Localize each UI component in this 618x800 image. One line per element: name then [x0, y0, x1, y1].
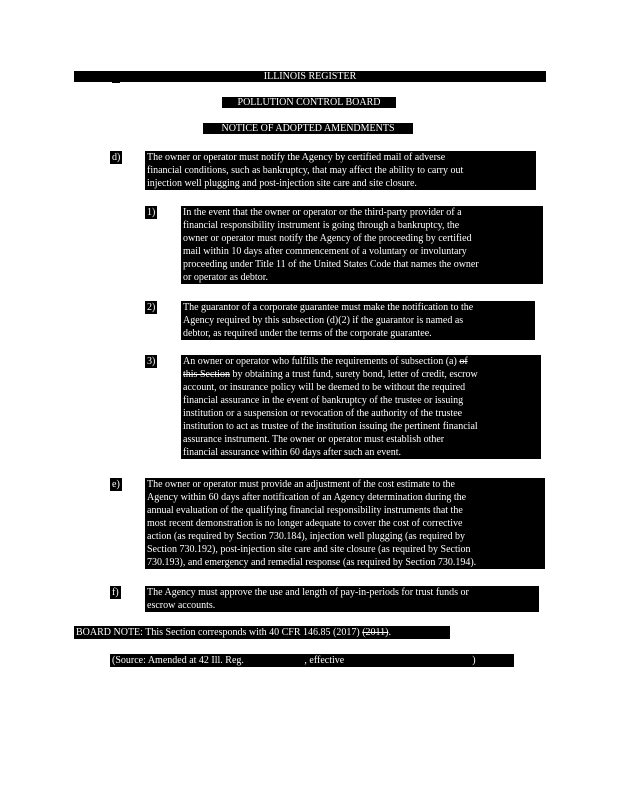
header-underline — [112, 82, 120, 83]
notice-title-text: NOTICE OF ADOPTED AMENDMENTS — [221, 123, 395, 134]
item-d-text — [145, 151, 536, 190]
item-e-line: Section 730.192), post-injection site care and site closure (as required by Section — [147, 544, 471, 555]
item-e-text — [145, 478, 545, 569]
item-e-line: action (as required by Section 730.184), injection well plugging (as required by — [147, 531, 465, 542]
source-end: ) — [472, 655, 476, 666]
item-f-label-text: f) — [112, 587, 119, 598]
item-d-line: The owner or operator must notify the Agency by certified mail of adverse — [147, 152, 446, 163]
item-d2-line: Agency required by this subsection (d)(2) if the guarantor is named as — [183, 315, 464, 326]
item-d-label — [110, 151, 122, 164]
item-d3-line — [183, 368, 539, 381]
item-d3-line: financial assurance in the event of bankruptcy of the trustee or issuing — [183, 395, 464, 406]
item-d2-label — [145, 301, 157, 314]
board-title-text: POLLUTION CONTROL BOARD — [237, 97, 381, 108]
board-note-end: . — [388, 627, 391, 638]
item-f-text — [145, 586, 539, 612]
item-d-line: financial conditions, such as bankruptcy, that may affect the ability to carry out — [147, 165, 464, 176]
item-d1-line: In the event that the owner or operator or the third-party provider of a — [183, 207, 462, 218]
item-d1-line: or operator as debtor. — [183, 272, 268, 283]
board-note-line — [76, 626, 448, 639]
source-effective: , effective — [304, 655, 345, 666]
item-d2-label-text: 2) — [147, 302, 156, 313]
item-e-line: Agency within 60 days after notification of an Agency determination during the — [147, 492, 467, 503]
item-d3-line: institution or a suspension or revocation of the authority of the trustee — [183, 408, 463, 419]
item-d3-line — [183, 355, 539, 368]
item-d3-label-text: 3) — [147, 356, 156, 367]
source-text: (Source: Amended at 42 Ill. Reg. — [112, 655, 247, 666]
item-d-line: injection well plugging and post-injection site care and site closure. — [147, 178, 417, 189]
source-note — [110, 654, 514, 667]
item-d3-line: account, or insurance policy will be deemed to be without the required — [183, 382, 466, 393]
register-title — [74, 71, 546, 82]
item-d1-label-text: 1) — [147, 207, 156, 218]
item-d3-line: financial assurance within 60 days after such an event. — [183, 447, 401, 458]
item-d1-line: mail within 10 days after commencement of a voluntary or involuntary — [183, 246, 467, 257]
item-e-line: most recent demonstration is no longer adequate to cover the cost of corrective — [147, 518, 463, 529]
item-d3-text — [181, 355, 541, 459]
notice-title — [203, 123, 413, 134]
board-note — [74, 626, 450, 639]
item-d1-text — [181, 206, 543, 284]
item-d1-line: owner or operator must notify the Agency of the proceeding by certified — [183, 233, 472, 244]
item-d2-text — [181, 301, 535, 340]
item-d2-line: debtor, as required under the terms of the corporate guarantee. — [183, 328, 432, 339]
item-d3-line1: An owner or operator who fulfills the requirements of subsection (a) — [183, 356, 460, 367]
struck-text: this Section — [183, 369, 230, 380]
item-f-line: The Agency must approve the use and length of pay-in-periods for trust funds or — [147, 587, 469, 598]
item-e-label-text: e) — [112, 479, 120, 490]
item-d3-label — [145, 355, 157, 368]
item-e-label — [110, 478, 122, 491]
item-d1-line: financial responsibility instrument is going through a bankruptcy, the — [183, 220, 460, 231]
item-d1-label — [145, 206, 157, 219]
item-f-label — [110, 586, 121, 599]
item-d-label-text: d) — [112, 152, 121, 163]
item-e-line: 730.193), and emergency and remedial response (as required by Section 730.194). — [147, 557, 477, 568]
source-line — [112, 654, 512, 667]
item-d3-line: institution to act as trustee of the institution issuing the pertinent financial — [183, 421, 478, 432]
item-e-line: annual evaluation of the qualifying financial responsibility instruments that the — [147, 505, 463, 516]
item-d3-line2: by obtaining a trust fund, surety bond, letter of credit, escrow — [229, 369, 478, 380]
item-e-line: The owner or operator must provide an adjustment of the cost estimate to the — [147, 479, 455, 490]
board-title — [222, 97, 396, 108]
item-d1-line: proceeding under Title 11 of the United States Code that names the owner — [183, 259, 479, 270]
item-d3-line: assurance instrument. The owner or operator must establish other — [183, 434, 445, 445]
struck-text: (2011) — [362, 627, 389, 638]
struck-text: of — [459, 356, 468, 367]
item-d2-line: The guarantor of a corporate guarantee must make the notification to the — [183, 302, 474, 313]
register-title-text: ILLINOIS REGISTER — [263, 71, 357, 82]
board-note-text: BOARD NOTE: This Section corresponds with 40 CFR 146.85 (2017) — [76, 627, 363, 638]
item-f-line: escrow accounts. — [147, 600, 216, 611]
